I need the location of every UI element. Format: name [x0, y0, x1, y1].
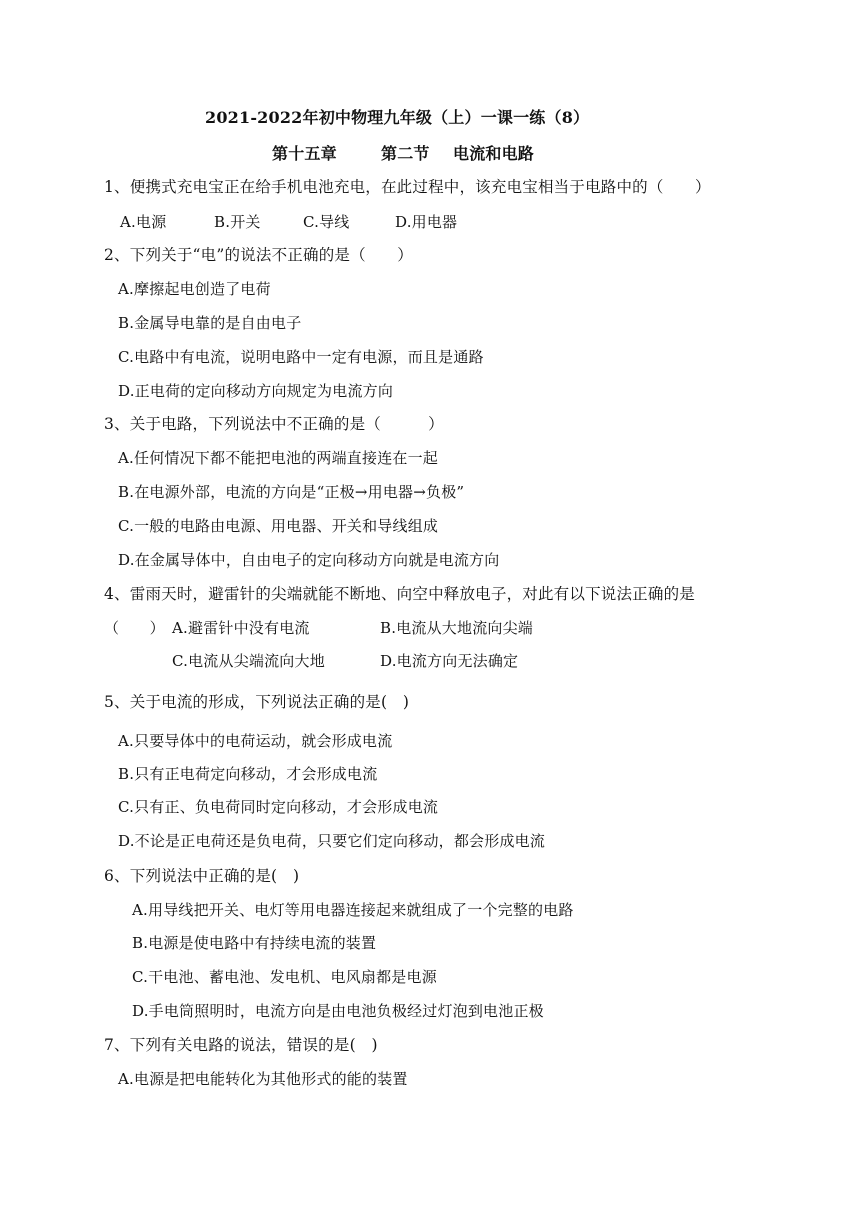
- question-1-option-b: B.开关: [214, 213, 261, 231]
- topic-label: 电流和电路: [453, 144, 535, 163]
- question-1-option-c: C.导线: [303, 213, 350, 231]
- question-3-option-c: C.一般的电路由电源、用电器、开关和导线组成: [118, 517, 439, 535]
- question-2-stem: 2、下列关于“电”的说法不正确的是（ ）: [104, 246, 413, 264]
- question-5-stem: 5、关于电流的形成，下列说法正确的是( ): [104, 693, 410, 711]
- question-6-option-a: A.用导线把开关、电灯等用电器连接起来就组成了一个完整的电路: [132, 901, 574, 919]
- question-4-stem: 4、雷雨天时，避雷针的尖端就能不断地、向空中释放电子，对此有以下说法正确的是: [104, 585, 695, 603]
- question-6-option-b: B.电源是使电路中有持续电流的装置: [132, 934, 377, 952]
- question-3-stem: 3、关于电路，下列说法中不正确的是（ ）: [104, 415, 444, 433]
- question-2-option-d: D.正电荷的定向移动方向规定为电流方向: [118, 382, 394, 400]
- question-2-option-b: B.金属导电靠的是自由电子: [118, 314, 302, 332]
- question-5-option-b: B.只有正电荷定向移动，才会形成电流: [118, 765, 378, 783]
- question-4-option-a: A.避雷针中没有电流: [172, 619, 310, 637]
- question-4-paren: （ ）: [104, 619, 165, 637]
- question-5-option-a: A.只要导体中的电荷运动，就会形成电流: [118, 732, 393, 750]
- question-3-option-b: B.在电源外部，电流的方向是“正极→用电器→负极”: [118, 483, 465, 501]
- question-1-option-a: A.电源: [120, 213, 167, 231]
- question-4-option-d: D.电流方向无法确定: [380, 652, 519, 670]
- question-4-option-b: B.电流从大地流向尖端: [380, 619, 533, 637]
- question-5-option-c: C.只有正、负电荷同时定向移动，才会形成电流: [118, 798, 439, 816]
- section-label: 第二节: [381, 144, 430, 163]
- question-7-option-a: A.电源是把电能转化为其他形式的能的装置: [118, 1070, 408, 1088]
- question-6-option-c: C.干电池、蓄电池、发电机、电风扇都是电源: [132, 968, 437, 986]
- chapter-label: 第十五章: [272, 144, 337, 163]
- question-6-stem: 6、下列说法中正确的是( ): [104, 867, 300, 885]
- question-2-option-c: C.电路中有电流，说明电路中一定有电源，而且是通路: [118, 348, 484, 366]
- question-5-option-d: D.不论是正电荷还是负电荷，只要它们定向移动，都会形成电流: [118, 832, 546, 850]
- question-3-option-d: D.在金属导体中，自由电子的定向移动方向就是电流方向: [118, 551, 500, 569]
- question-3-option-a: A.任何情况下都不能把电池的两端直接连在一起: [118, 449, 439, 467]
- question-6-option-d: D.手电筒照明时，电流方向是由电池负极经过灯泡到电池正极: [132, 1002, 544, 1020]
- question-7-stem: 7、下列有关电路的说法，错误的是( ): [104, 1036, 378, 1054]
- question-2-option-a: A.摩擦起电创造了电荷: [118, 280, 271, 298]
- document-title: 2021-2022年初中物理九年级（上）一课一练（8）: [205, 108, 590, 127]
- question-4-option-c: C.电流从尖端流向大地: [172, 652, 325, 670]
- question-1-option-d: D.用电器: [395, 213, 458, 231]
- question-1-stem: 1、便携式充电宝正在给手机电池充电，在此过程中，该充电宝相当于电路中的（ ）: [104, 178, 711, 196]
